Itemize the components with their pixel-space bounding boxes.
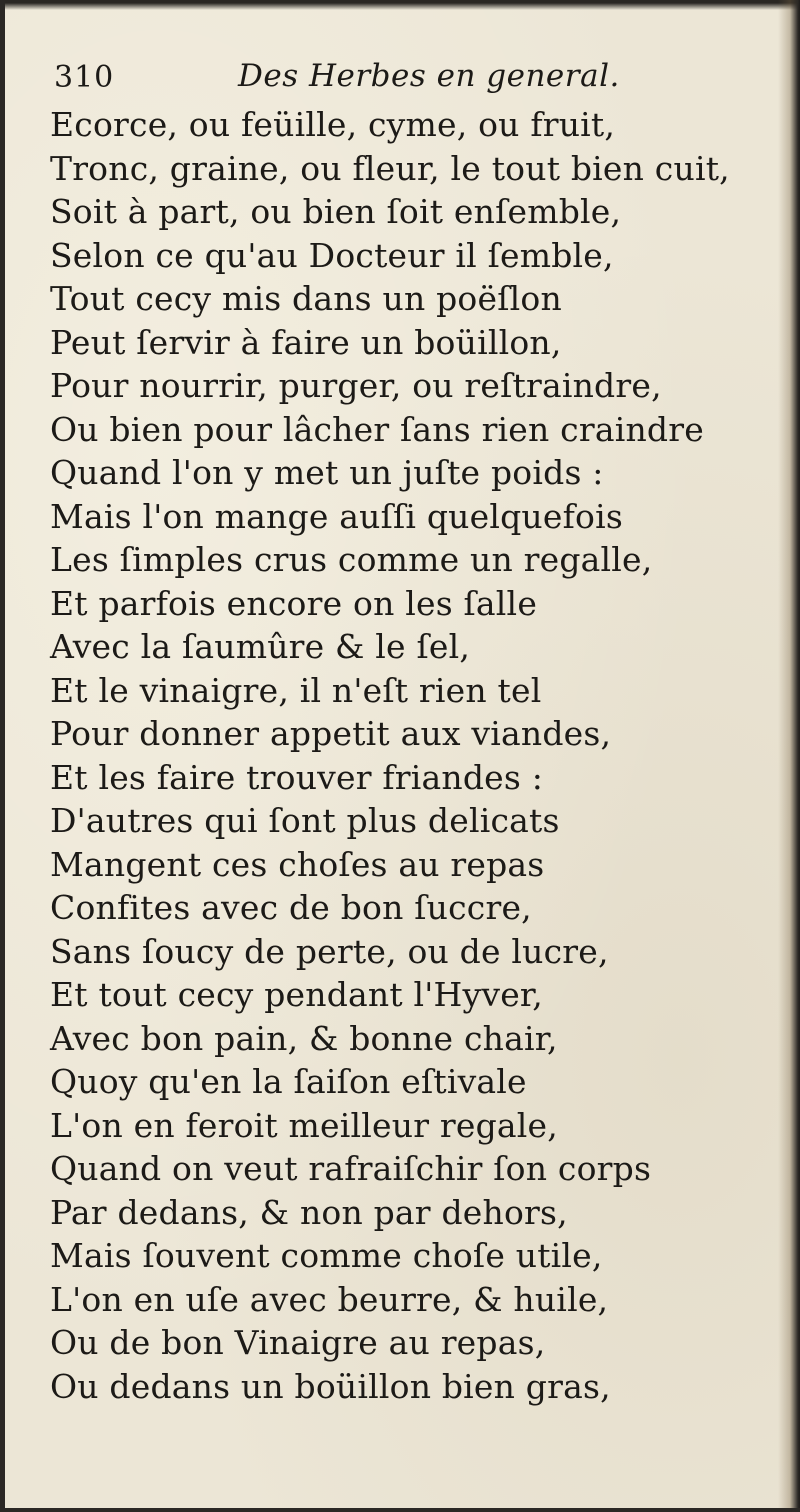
verse-line: L'on en uſe avec beurre, & huile, [50, 1279, 609, 1319]
verse-line: Tronc, graine, ou fleur, le tout bien cuit, [50, 148, 730, 188]
verse-line: Quand l'on y met un juſte poids : [50, 453, 604, 492]
verse-line: Pour donner appetit aux viandes, [50, 714, 612, 753]
page-header [52, 58, 712, 102]
verse-line: Avec bon pain, & bonne chair, [50, 1018, 558, 1058]
verse-line: Par dedans, & non par dehors, [50, 1192, 568, 1232]
verse-line: Et le vinaigre, il n'eſt rien tel [50, 670, 542, 710]
page-number: 310 [54, 60, 115, 95]
verse-line: D'autres qui ſont plus delicats [50, 801, 560, 840]
verse-line: Pour nourrir, purger, ou reſtraindre, [50, 366, 662, 405]
verse-line: Confites avec de bon ſuccre, [50, 888, 532, 927]
verse-line: Tout cecy mis dans un poëſlon [50, 279, 562, 318]
verse-line: Et tout cecy pendant l'Hyver, [50, 975, 543, 1014]
verse-line: Ecorce, ou feüille, cyme, ou fruit, [50, 105, 616, 144]
verse-line: Mais l'on mange auſſi quelquefois [50, 496, 623, 536]
verse-line: Peut ſervir à faire un boüillon, [50, 322, 562, 362]
page-left-edge [0, 0, 5, 1512]
page-top-shadow [0, 0, 800, 10]
verse-line: Avec la ſaumûre & le ſel, [50, 627, 471, 666]
verse-line: Ou de bon Vinaigre au repas, [50, 1323, 546, 1362]
verse-line: Quoy qu'en la ſaiſon eſtivale [50, 1062, 527, 1101]
page-bottom-edge [0, 1508, 800, 1512]
verse-text [50, 103, 750, 1408]
verse-line: Sans ſoucy de perte, ou de lucre, [50, 931, 609, 971]
page-gutter-shadow [778, 0, 800, 1512]
running-head: Des Herbes en general. [238, 58, 620, 94]
verse-line: Mangent ces choſes au repas [50, 844, 545, 884]
verse-line: Les ſimples crus comme un regalle, [50, 540, 653, 579]
verse-line: Soit à part, ou bien ſoit enſemble, [50, 192, 622, 231]
verse-line: Ou dedans un boüillon bien gras, [50, 1366, 611, 1406]
verse-line: Et parfois encore on les ſalle [50, 583, 538, 623]
verse-line: Mais ſouvent comme choſe utile, [50, 1236, 603, 1275]
verse-line: Et les faire trouver friandes : [50, 757, 544, 797]
verse-line: Quand on veut rafraiſchir ſon corps [50, 1149, 652, 1188]
verse-line: L'on en feroit meilleur regale, [50, 1105, 558, 1145]
verse-line: Selon ce qu'au Docteur il ſemble, [50, 235, 614, 275]
verse-line: Ou bien pour lâcher ſans rien craindre [50, 409, 704, 449]
